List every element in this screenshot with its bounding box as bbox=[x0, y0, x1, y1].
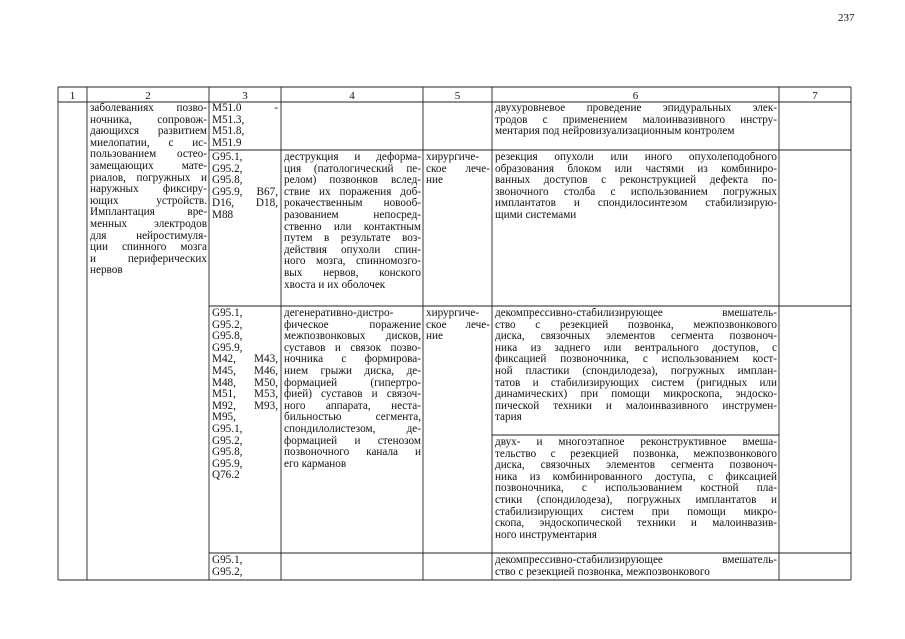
row-3-condition-line: фическое поражение bbox=[284, 318, 421, 331]
row-3-method-1-line: фиксацией позвоночника, с использованием кост- bbox=[495, 353, 777, 366]
row-3-method-2-line: тельство с резекцией позвонка, межпозвонкового bbox=[495, 447, 777, 460]
disease-description-line: ночника, сопровож- bbox=[90, 113, 207, 126]
row-3-codes-line: M48, M50, bbox=[212, 376, 278, 389]
row-2-treatment-line: хирургиче- bbox=[426, 152, 480, 163]
row-2-treatment-line: ние bbox=[426, 174, 443, 187]
disease-description-line: нервов bbox=[90, 264, 123, 277]
row-3-codes-line: M92, M93, bbox=[212, 399, 278, 412]
row-4-method-line: декомпрессивно-стабилизирующее вмешатель- bbox=[495, 555, 777, 566]
row-3-method-2-line: ника из комбинированного доступа, с фиксацией bbox=[495, 470, 777, 483]
disease-description-line: менных электродов bbox=[90, 217, 207, 230]
row-3-codes-line: M51, M53, bbox=[212, 388, 278, 401]
row-3-condition-line: его карманов bbox=[284, 457, 347, 470]
row-3-codes-line: G95.9, bbox=[212, 341, 243, 354]
column-header-1: 1 bbox=[69, 90, 76, 102]
disease-description-line: риалов, погружных и bbox=[90, 171, 207, 184]
row-1-codes-line: M51.0 - bbox=[212, 103, 278, 114]
row-3-method-2-line: скопа, эндоскопической техники и малоинвазив- bbox=[495, 517, 777, 530]
row-3-condition-line: спондилолистезом, де- bbox=[284, 422, 421, 435]
row-2-condition-line: путем в результате воз- bbox=[284, 232, 421, 245]
row-2-method-line: ванных доступов с реконструкцией дефекта по- bbox=[495, 174, 777, 187]
row-3-condition-line: бильностью сегмента, bbox=[284, 411, 421, 424]
row-3-codes-line: G95.2, bbox=[212, 434, 243, 447]
row-2-treatment bbox=[426, 152, 490, 212]
row-3-method-2-line: позвоночника, с использованием костной пла- bbox=[495, 482, 777, 495]
row-3-method-1-line: татов и стабилизирующих систем (ригидных или bbox=[495, 376, 777, 389]
row-2-method-line: звоночного столба с использованием погружных bbox=[495, 185, 777, 198]
disease-description-line: ющих устройств. bbox=[90, 194, 207, 207]
row-1-method-line: тродов с применением малоинвазивного инстру- bbox=[495, 113, 777, 126]
row-3-method-2-line: ного инструментария bbox=[495, 528, 597, 541]
disease-description-line: и периферических bbox=[90, 252, 207, 265]
disease-description-line: пользованием остео- bbox=[90, 148, 207, 161]
row-4-codes-line: G95.1, bbox=[212, 555, 243, 566]
row-2-method-line: щими системами bbox=[495, 208, 577, 221]
column-header-2: 2 bbox=[145, 90, 151, 102]
disease-description-line: Имплантация вре- bbox=[90, 206, 207, 219]
row-2-condition-line: ственно или контактным bbox=[284, 220, 421, 233]
row-3-method-2-line: двух- и многоэтапное реконструктивное вмеша- bbox=[495, 437, 777, 448]
row-2-method-line: образования блоком или частями из комбиниро- bbox=[495, 162, 777, 175]
row-3-condition-line: позвоночного канала и bbox=[284, 446, 421, 459]
column-header-5: 5 bbox=[454, 90, 461, 102]
row-3-codes-line: Q76.2 bbox=[212, 469, 240, 482]
row-2-codes-line: M88 bbox=[212, 208, 234, 221]
row-2-treatment-line: ское лече- bbox=[426, 162, 490, 175]
disease-description bbox=[90, 103, 207, 303]
row-3-condition-line: нием грыжи диска, де- bbox=[284, 364, 421, 377]
row-3-condition-line: межпозвонковых дисков, bbox=[284, 330, 421, 343]
row-3-codes-line: M95, bbox=[212, 411, 236, 424]
row-3-method-1-line: тария bbox=[495, 411, 522, 424]
row-2-condition-line: вых нервов, конского bbox=[284, 266, 421, 279]
row-3-condition-line: формацией и стенозом bbox=[284, 434, 421, 447]
row-3-codes-line: G95.1, bbox=[212, 422, 243, 435]
row-3-condition-line: дегенеративно-дистро- bbox=[284, 308, 394, 319]
row-2-codes-line: D16, D18, bbox=[212, 197, 278, 210]
row-2-condition-line: рокачественным новооб- bbox=[284, 197, 421, 210]
row-4-method-line: ство с резекцией позвонка, межпозвонкового bbox=[495, 565, 710, 578]
row-3-method-1-line: ство с резекцией позвонка, межпозвонкового bbox=[495, 318, 777, 331]
row-3-treatment-line: ние bbox=[426, 330, 443, 343]
row-3-method-2-line: стабилизирующих систем при помощи микро- bbox=[495, 505, 777, 518]
row-3-condition-line: суставов и связок позво- bbox=[284, 341, 421, 354]
row-2-codes-line: G95.8, bbox=[212, 174, 243, 187]
row-3-method-1-line: диска, связочных элементов сегмента позвоноч- bbox=[495, 330, 777, 343]
disease-description-line: для нейростимуля- bbox=[90, 229, 207, 242]
row-3-condition-line: фией) суставов и связоч- bbox=[284, 388, 421, 401]
row-3-condition-line: ночника с формирова- bbox=[284, 353, 421, 366]
disease-description-line: миелопатии, с ис- bbox=[90, 136, 207, 149]
row-2-codes-line: G95.9, B67, bbox=[212, 185, 278, 198]
row-3-codes-line: G95.1, bbox=[212, 308, 243, 319]
column-header-4: 4 bbox=[349, 90, 355, 102]
row-3-codes-line: G95.8, bbox=[212, 446, 243, 459]
row-2-codes-line: G95.2, bbox=[212, 162, 243, 175]
row-3-method-1-line: декомпрессивно-стабилизирующее вмешатель- bbox=[495, 308, 777, 319]
disease-description-line: ции спинного мозга bbox=[90, 241, 207, 254]
row-3-method-2-line: диска, связочных элементов сегмента позвоноч- bbox=[495, 459, 777, 472]
row-3-codes-line: G95.9, bbox=[212, 457, 243, 470]
row-2-condition-line: ного мозга, спинномозго- bbox=[284, 255, 421, 268]
row-2-condition-line: разованием непосред- bbox=[284, 208, 421, 221]
row-4-method bbox=[495, 555, 777, 579]
row-3-treatment-line: ское лече- bbox=[426, 318, 490, 331]
disease-description-line: замещающих мате- bbox=[90, 159, 207, 172]
row-4-codes-line: G95.2, bbox=[212, 565, 243, 578]
row-3-condition bbox=[284, 308, 421, 552]
row-3-codes-line: G95.8, bbox=[212, 330, 243, 343]
row-1-codes bbox=[212, 103, 278, 149]
column-header-3: 3 bbox=[242, 90, 248, 102]
row-3-codes bbox=[212, 308, 278, 552]
row-3-method-1-line: пической техники и малоинвазивного инструмен- bbox=[495, 399, 777, 412]
row-4-codes bbox=[212, 555, 278, 579]
disease-description-line: заболеваниях позво- bbox=[90, 103, 207, 114]
row-2-condition-line: ция (патологический пе- bbox=[284, 162, 421, 175]
row-3-condition-line: формацией (гипертро- bbox=[284, 376, 421, 389]
row-3-codes-line: M42, M43, bbox=[212, 353, 278, 366]
row-1-codes-line: M51.3, bbox=[212, 113, 245, 126]
row-3-method-1-line: ника из заднего или вентрального доступов, с bbox=[495, 341, 777, 354]
row-3-treatment bbox=[426, 308, 490, 368]
row-3-condition-line: ного аппарата, неста- bbox=[284, 399, 421, 412]
row-1-method-line: ментария под нейровизуализационным контролем bbox=[495, 125, 735, 138]
row-2-method-line: резекция опухоли или иного опухолеподобного bbox=[495, 152, 777, 163]
column-header-7: 7 bbox=[812, 90, 818, 102]
row-2-condition-line: действия опухоли спин- bbox=[284, 243, 421, 256]
row-2-codes bbox=[212, 152, 278, 304]
row-3-method-1-line: динамических) при помощи микроскопа, эндоско- bbox=[495, 388, 777, 401]
row-1-codes-line: M51.9 bbox=[212, 136, 242, 149]
disease-description-line: наружных фиксиру- bbox=[90, 183, 207, 196]
page-number: 237 bbox=[838, 12, 855, 24]
row-2-condition-line: хвоста и их оболочек bbox=[284, 278, 386, 291]
disease-description-line: дающихся развитием bbox=[90, 125, 207, 138]
row-2-method bbox=[495, 152, 777, 304]
row-2-condition bbox=[284, 152, 421, 304]
row-3-codes-line: G95.2, bbox=[212, 318, 243, 331]
row-1-method bbox=[495, 103, 777, 149]
row-2-condition-line: ствие их поражения доб- bbox=[284, 185, 421, 198]
row-1-codes-line: M51.8, bbox=[212, 125, 245, 138]
row-2-method-line: имплантатов и спондилосинтезом стабилизирую- bbox=[495, 197, 777, 210]
column-header-6: 6 bbox=[632, 90, 639, 102]
row-3-method-1 bbox=[495, 308, 777, 434]
row-3-method-2-line: стики (спондилодеза), погружных имплантатов и bbox=[495, 493, 777, 506]
row-3-codes-line: M45, M46, bbox=[212, 364, 278, 377]
row-3-treatment-line: хирургиче- bbox=[426, 308, 480, 319]
row-1-method-line: двухуровневое проведение эпидуральных элек- bbox=[495, 103, 777, 114]
row-2-condition-line: релом) позвонков вслед- bbox=[284, 174, 421, 187]
row-2-codes-line: G95.1, bbox=[212, 152, 243, 163]
row-3-method-2 bbox=[495, 437, 777, 552]
row-3-method-1-line: ной пластики (спондилодеза), погружных имплан- bbox=[495, 364, 777, 377]
row-2-condition-line: деструкция и деформа- bbox=[284, 152, 421, 163]
